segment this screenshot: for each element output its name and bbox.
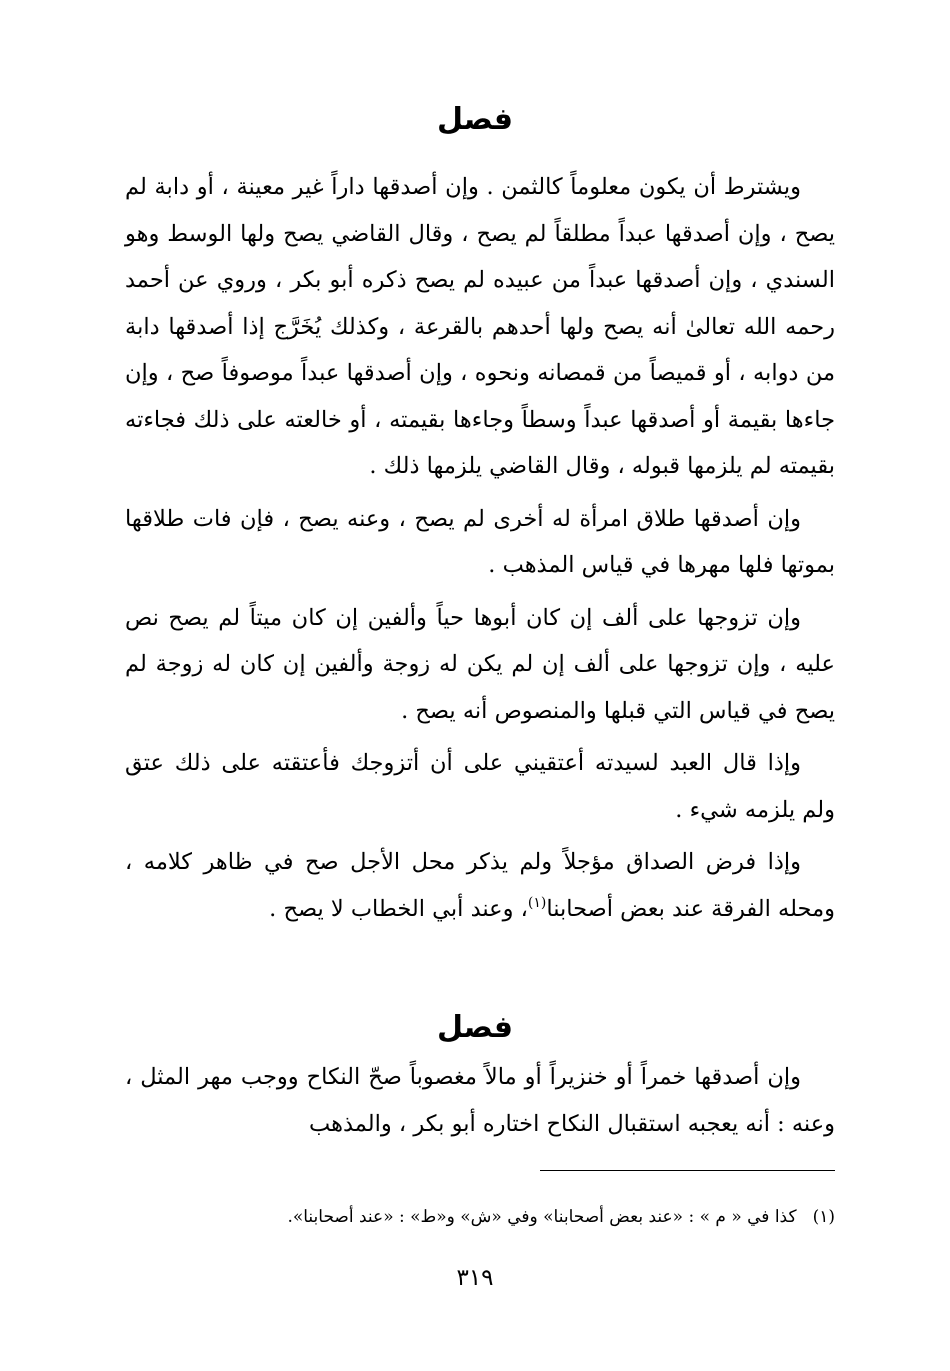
- footnote-text: كذا في « م » : «عند بعض أصحابنا» وفي «ش» و«ط» : «عند أصحابنا».: [287, 1207, 797, 1227]
- section-heading-2: فصل: [437, 1010, 513, 1045]
- paragraph-6: وإن أصدقها خمراً أو خنزيراً أو مالاً مغصوباً صحّ النكاح ووجب مهر المثل ، وعنه : أنه يعجبه استقبال النكاح اختاره أبو بكر ، والمذهب: [125, 1064, 835, 1137]
- footnote-marker: (١): [527, 894, 547, 911]
- paragraph-5: [125, 839, 835, 935]
- paragraph-2: وإن أصدقها طلاق امرأة له أخرى لم يصح ، وعنه يصح ، فإن فات طلاقها بموتها فلها مهرها في قياس المذهب .: [125, 505, 835, 578]
- section-heading-1: فصل: [437, 102, 513, 137]
- body-text-block-2: [125, 1054, 835, 1147]
- paragraph-4: وإذا قال العبد لسيدته أعتقيني على أن أتزوجك فأعتقته على ذلك عتق ولم يلزمه شيء .: [125, 750, 835, 823]
- body-text-block-1: [125, 164, 835, 935]
- page-number: ٣١٩: [456, 1265, 494, 1291]
- footnote-separator: [540, 1170, 835, 1171]
- footnote: [125, 1202, 835, 1232]
- paragraph-1: ويشترط أن يكون معلوماً كالثمن . وإن أصدقها داراً غير معينة ، أو دابة لم يصح ، وإن أصدقها عبداً مطلقاً لم يصح ، وقال القاضي يصح ولها الوسط وهو السندي ، وإن أصدقها عبداً من عبيده لم يصح ذكره أبو بكر ، وروي عن أحمد رحمه الله تعالىٰ أنه يصح ولها أحدهم بالقرعة ، وكذلك يُخَرَّج إذا أصدقها دابة من دوابه ، أو قميصاً من قمصانه ونحوه ، وإن أصدقها عبداً موصوفاً صح ، وإن جاءها بقيمة أو أصدقها عبداً وسطاً وجاءها بقيمته ، أو خالعته على ذلك فجاءته بقيمته لم يلزمها قبوله ، وقال القاضي يلزمها ذلك .: [125, 174, 836, 479]
- paragraph-5-text-after: ، وعند أبي الخطاب لا يصح .: [269, 895, 528, 922]
- paragraph-5-text-before: وإذا فرض الصداق مؤجلاً ولم يذكر محل الأجل صح في ظاهر كلامه ، ومحله الفرقة عند بعض أصحابنا: [125, 849, 835, 922]
- footnote-number: (١): [812, 1207, 835, 1227]
- paragraph-3: وإن تزوجها على ألف إن كان أبوها حياً وألفين إن كان ميتاً لم يصح نص عليه ، وإن تزوجها على ألف إن لم يكن له زوجة وألفين إن كان له زوجة لم يصح في قياس التي قبلها والمنصوص أنه يصح .: [125, 604, 835, 724]
